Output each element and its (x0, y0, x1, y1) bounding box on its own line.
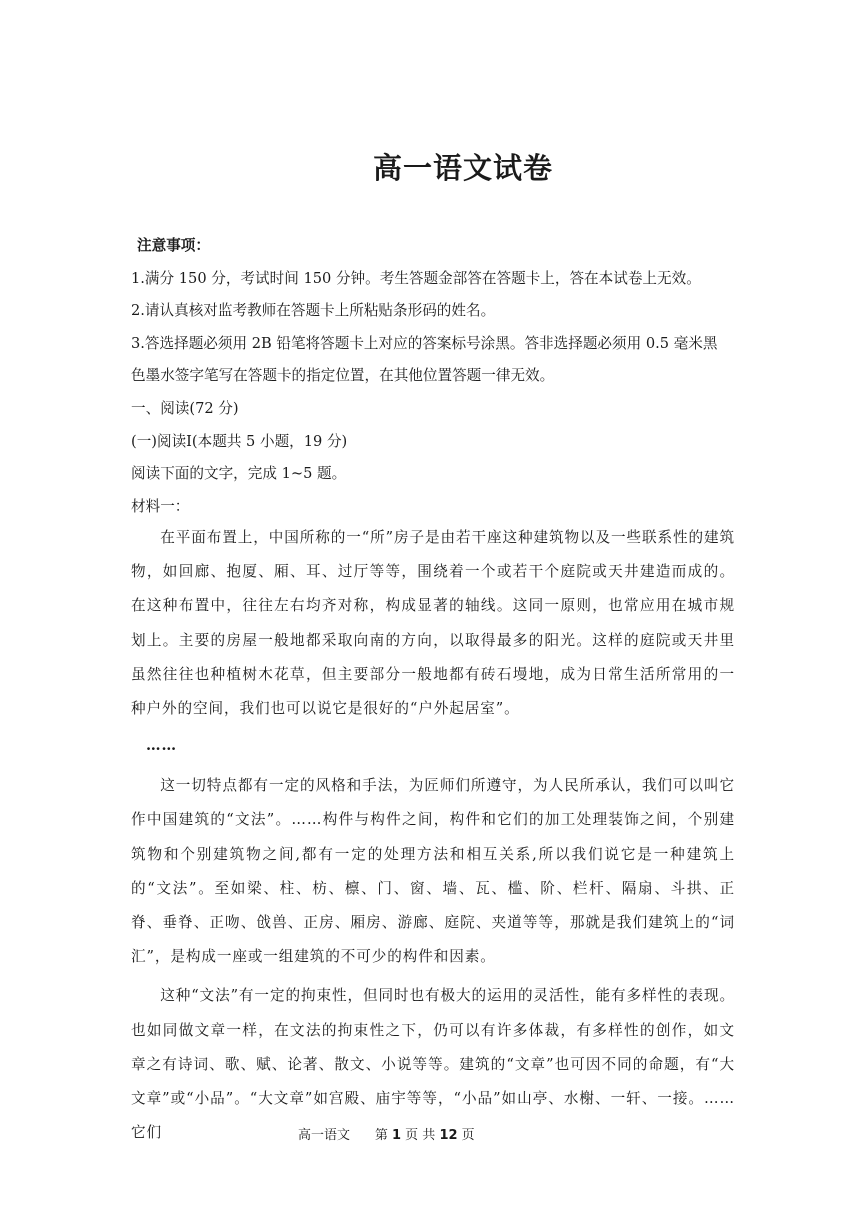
notice-section (131, 230, 741, 523)
notice-item-3-line-2: 色墨水签字笔写在答题卡的指定位置，在其他位置答题一律无效。 (131, 367, 555, 385)
page-title: 高一语文试卷 (372, 151, 553, 185)
passage-paragraph-3: 这种“文法”有一定的拘束性，但同时也有极大的运用的灵活性，能有多样性的表现。也如同做文章一样，在文法的拘束性之下，仍可以有许多体裁，有多样性的创作，如文章之有诗词、歌、赋、论著、散文、小说等等。建筑的“文章”也可因不同的命题，有“大文章”或“小品”。“大文章”如宫殿、庙宇等等，“小品”如山亭、水榭、一轩、一接。……它们 (131, 987, 735, 1142)
material-label: 材料一： (131, 497, 190, 515)
reading-instruction: 阅读下面的文字，完成 1~5 题。 (131, 465, 347, 483)
footer-page-prefix: 第 (374, 1128, 388, 1143)
passage-paragraph-1: 在平面布置上，中国所称的一“所”房子是由若干座这种建筑物以及一些联系性的建筑物，如回廊、抱厦、厢、耳、过厅等等，围绕着一个或若干个庭院或天井建造而成的。在这种布置中，往往左右均齐对称，构成显著的轴线。这同一原则，也常应用在城市规划上。主要的房屋一般地都采取向南的方向，以取得最多的阳光。这样的庭院或天井里虽然往往也种植树木花草，但主要部分一般地都有砖石墁地，成为日常生活所常用的一种户外的空间，我们也可以说它是很好的“户外起居室”。 (131, 529, 735, 718)
notice-item-1: 1.满分 150 分，考试时间 150 分钟。考生答题金部答在答题卡上，答在本试卷上无效。 (131, 269, 701, 287)
notice-item-2: 2.请认真核对监考教师在答题卡上所粘贴条形码的姓名。 (131, 302, 496, 320)
footer-subject: 高一语文 (298, 1128, 351, 1143)
reading-passage (131, 521, 735, 1150)
footer-page-suffix: 页 (461, 1128, 475, 1143)
notice-heading: 注意事项： (137, 237, 210, 254)
section-heading: 一、阅读(72 分) (131, 399, 239, 417)
notice-item-3-line-1: 3.答选择题必须用 2B 铅笔将答题卡上对应的答案标号涂黑。答非选择题必须用 0.5 毫米黑 (131, 334, 718, 352)
footer-page-total: 12 (439, 1128, 458, 1143)
passage-ellipsis: …… (146, 737, 177, 755)
passage-paragraph-2: 这一切特点都有一定的风格和手法，为匠师们所遵守，为人民所承认，我们可以叫它作中国建筑的“文法”。……构件与构件之间，构件和它们的加工处理装饰之间，个别建筑物和个别建筑物之间,都有一定的处理方法和相互关系,所以我们说它是一种建筑上的“文法”。至如梁、柱、枋、檩、门、窗、墙、瓦、槛、阶、栏杆、隔扇、斗拱、正脊、垂脊、正吻、戗兽、正房、厢房、游廊、庭院、夹道等等，那就是我们建筑上的“词汇”，是构成一座或一组建筑的不可少的构件和因素。 (131, 777, 735, 966)
footer-page-mid: 页 共 (405, 1128, 436, 1143)
subsection-heading: (一)阅读Ⅰ(本题共 5 小题，19 分) (131, 432, 348, 450)
footer-page-number: 1 (391, 1128, 402, 1143)
page-footer (298, 1124, 475, 1143)
